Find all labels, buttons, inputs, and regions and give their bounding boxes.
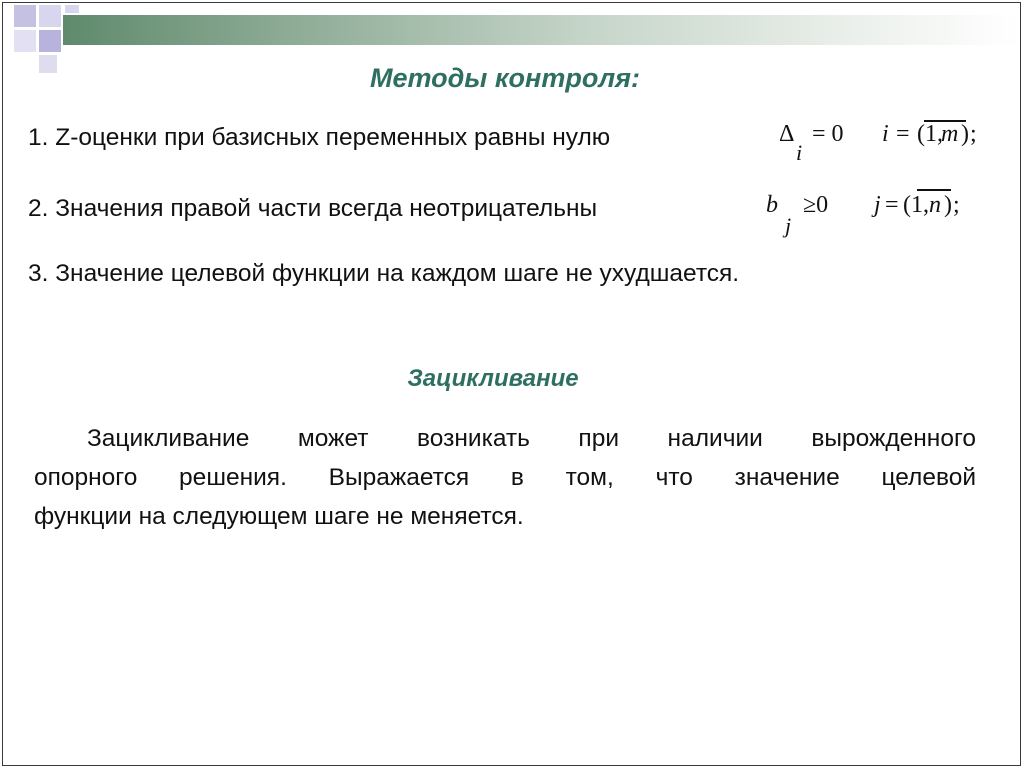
header-gradient-bar bbox=[63, 15, 1020, 45]
formula-range-end: ) bbox=[961, 121, 969, 147]
paragraph-line-1: Зацикливание может возникать при наличии вырожденного bbox=[87, 425, 976, 452]
formula-subscript: j bbox=[785, 213, 792, 238]
formula-tail: ; bbox=[953, 192, 960, 218]
formula-lhs: b bbox=[766, 192, 778, 218]
slide bbox=[2, 2, 1021, 766]
paragraph bbox=[34, 419, 976, 536]
section-subtitle: Зацикливание bbox=[407, 365, 579, 392]
decor-square bbox=[39, 30, 61, 52]
control-method-item-3: 3. Значение целевой функции на каждом шаге не ухудшается. bbox=[28, 260, 740, 287]
formula-relation: ≥0 bbox=[803, 192, 829, 218]
formula-equals: = bbox=[885, 192, 899, 218]
formula-index: i bbox=[882, 121, 889, 147]
decor-square bbox=[14, 30, 36, 52]
formula-subscript: i bbox=[796, 140, 803, 165]
control-method-item-2: 2. Значения правой части всегда неотрицательны bbox=[28, 195, 598, 222]
formula-equals: = bbox=[896, 121, 910, 147]
decor-square bbox=[39, 5, 61, 27]
paragraph-line-2: опорного решения. Выражается в том, что значение целевой bbox=[34, 464, 976, 491]
paragraph-line-3: функции на следующем шаге не меняется. bbox=[34, 503, 524, 530]
formula-lhs: Δ bbox=[779, 121, 795, 147]
formula-tail: ; bbox=[970, 121, 977, 147]
formula-index: j bbox=[874, 192, 881, 218]
decor-square bbox=[14, 5, 36, 27]
formula-relation: = 0 bbox=[812, 121, 844, 147]
control-method-item-1: 1. Z-оценки при базисных переменных равны нулю bbox=[28, 124, 611, 151]
formula-range-end: ) bbox=[944, 192, 952, 218]
slide-title: Методы контроля: bbox=[369, 63, 641, 93]
formula-overline bbox=[924, 120, 966, 122]
formula-range-var: n bbox=[929, 192, 941, 218]
formula-range-var: m bbox=[941, 121, 959, 147]
formula-range-start: (1, bbox=[917, 121, 943, 147]
decor-square bbox=[65, 5, 79, 13]
formula-overline bbox=[917, 189, 951, 191]
formula-range-start: (1, bbox=[903, 192, 929, 218]
